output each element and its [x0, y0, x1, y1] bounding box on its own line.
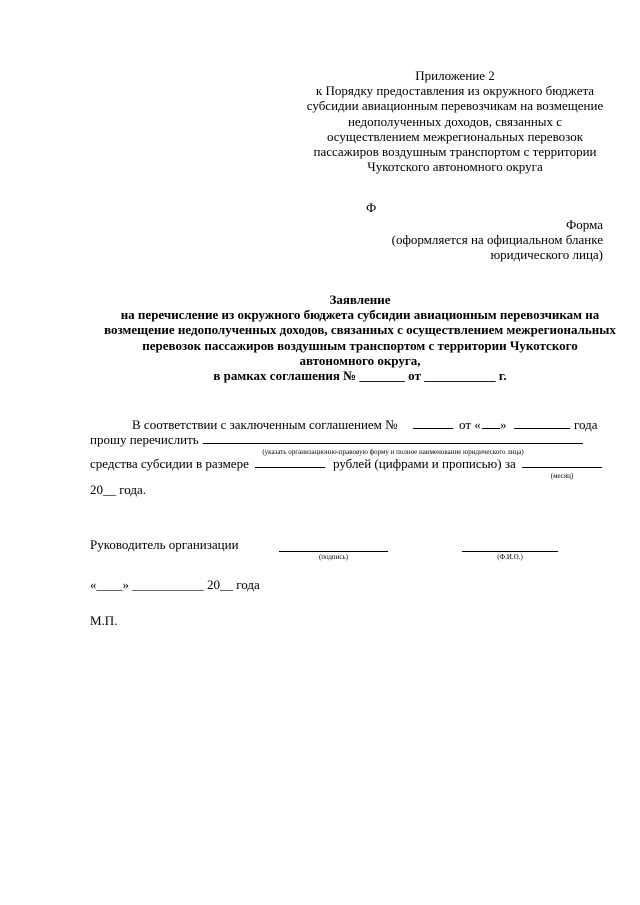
- agreement-text: В соответствии с заключенным соглашением №: [132, 417, 398, 432]
- heading-line: на перечисление из окружного бюджета субсидии авиационным перевозчикам на: [120, 307, 600, 323]
- heading-line: в рамках соглашения № _______ от ___________ г.: [213, 368, 507, 384]
- form-title: Форма: [566, 217, 603, 232]
- agreement-year-word: года: [574, 417, 598, 432]
- subsidy-amount-suffix: рублей (цифрами и прописью) за: [333, 456, 516, 471]
- appendix-line: пассажиров воздушным транспортом с территории: [313, 144, 597, 160]
- appendix-line: Чукотского автономного округа: [367, 159, 543, 175]
- appendix-line: к Порядку предоставления из окружного бюджета: [315, 83, 595, 99]
- organization-name-blank[interactable]: [203, 432, 583, 444]
- stamp-placeholder: М.П.: [90, 613, 118, 628]
- transfer-request-text: прошу перечислить: [90, 432, 199, 447]
- signature-label: Руководитель организации: [90, 537, 239, 552]
- full-name-hint: (Ф.И.О.): [497, 553, 523, 561]
- subsidy-amount-text: средства субсидии в размере: [90, 456, 249, 471]
- organization-name-hint: (указать организационно-правовую форму и полное наименование юридического лица): [262, 448, 524, 456]
- appendix-line: недополученных доходов, связанных с: [347, 113, 563, 129]
- agreement-month-blank[interactable]: [514, 417, 570, 429]
- subsidy-amount-blank[interactable]: [255, 456, 325, 468]
- application-heading: [60, 292, 640, 383]
- agreement-date-quote: »: [500, 417, 507, 432]
- form-marker: Ф: [366, 200, 377, 215]
- signature-hint: (подпись): [318, 553, 349, 561]
- heading-line: перевозок пассажиров воздушным транспортом с территории Чукотского: [142, 337, 578, 353]
- form-note-line: (оформляется на официальном бланке: [391, 232, 603, 248]
- heading-title: Заявление: [329, 292, 391, 307]
- heading-line: автономного округа,: [299, 352, 421, 368]
- appendix-line: субсидии авиационным перевозчикам на возмещение: [306, 98, 604, 114]
- month-hint: (месяц): [550, 472, 574, 480]
- appendix-line: осуществлением межрегиональных перевозок: [326, 128, 584, 144]
- appendix-header: [290, 68, 620, 174]
- appendix-line: Приложение 2: [415, 68, 495, 83]
- agreement-day-blank[interactable]: [482, 417, 500, 429]
- form-note-line: юридического лица): [490, 247, 603, 263]
- year-text: 20__ года.: [90, 482, 147, 497]
- signature-date: «____» ___________ 20__ года: [90, 577, 260, 592]
- signature-blank[interactable]: [279, 550, 388, 552]
- heading-line: возмещение недополученных доходов, связанных с осуществлением межрегиональных: [104, 322, 616, 338]
- agreement-date-prefix: от «: [459, 417, 481, 432]
- agreement-number-blank[interactable]: [413, 417, 453, 429]
- month-blank[interactable]: [522, 456, 602, 468]
- full-name-blank[interactable]: [462, 550, 558, 552]
- form-note-block: [360, 217, 603, 263]
